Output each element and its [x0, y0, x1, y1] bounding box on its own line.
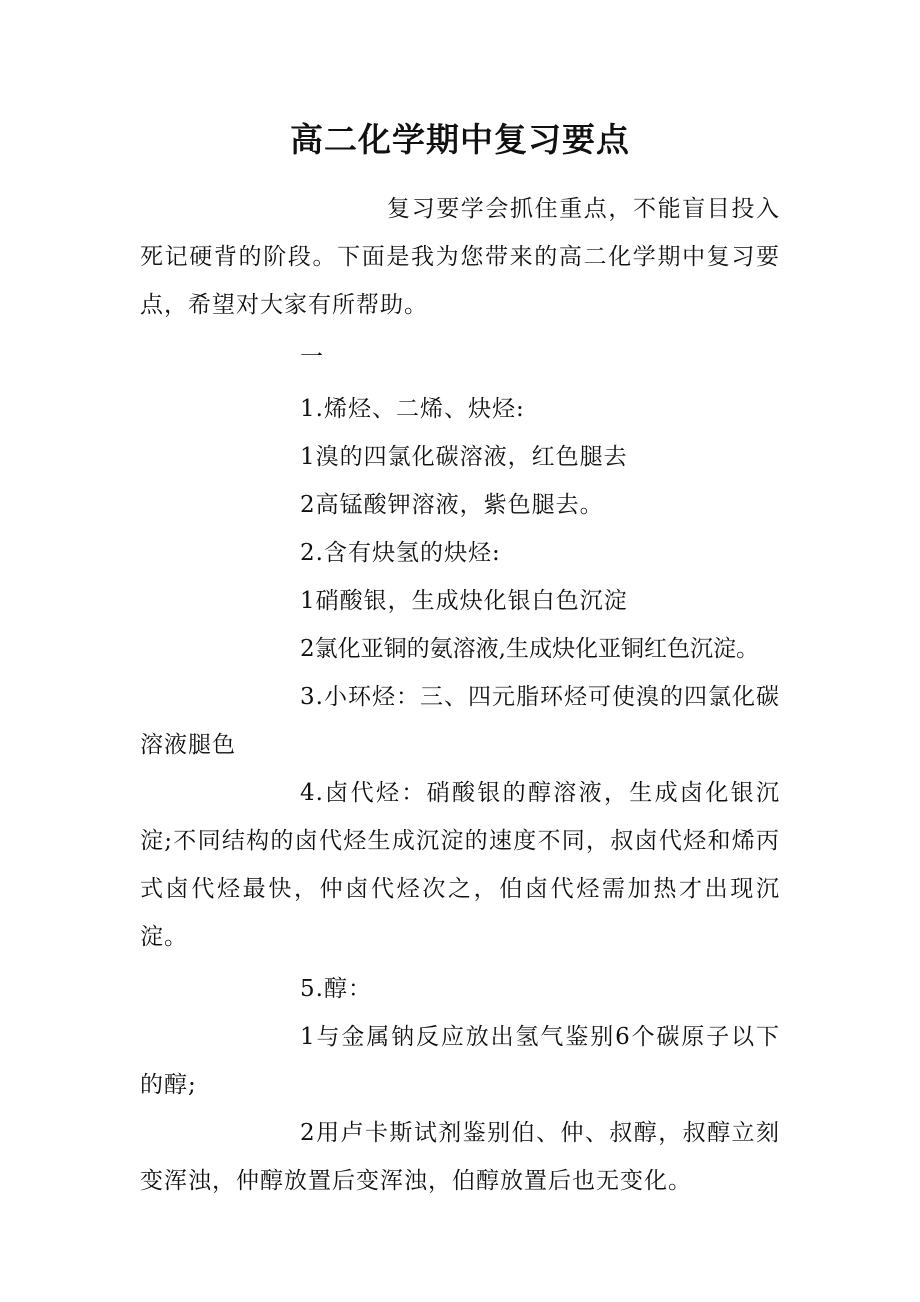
paragraph-bromine-test: 1溴的四氯化碳溶液，红色腿去 — [300, 444, 628, 470]
paragraph-cuprous-chloride-test: 2氯化亚铜的氨溶液,生成炔化亚铜红色沉淀。 — [300, 636, 759, 662]
paragraph-terminal-alkynes: 2.含有炔氢的炔烃: — [300, 540, 501, 566]
document-title: 高二化学期中复习要点 — [290, 120, 630, 159]
paragraph-silver-nitrate-test: 1硝酸银，生成炔化银白色沉淀 — [300, 588, 628, 614]
intro-paragraph: 复习要学会抓住重点，不能盲目投入死记硬背的阶段。下面是我为您带来的高二化学期中复习要点，希望对大家有所帮助。 — [140, 196, 780, 318]
paragraph-lucas-test: 2用卢卡斯试剂鉴别伯、仲、叔醇，叔醇立刻变浑浊，仲醇放置后变浑浊，伯醇放置后也无变化。 — [140, 1120, 780, 1194]
section-heading: 一 — [300, 344, 324, 370]
paragraph-alcohols: 5.醇： — [300, 976, 372, 1002]
paragraph-small-rings: 3.小环烃：三、四元脂环烃可使溴的四氯化碳溶液腿色 — [140, 684, 780, 758]
document-body — [140, 185, 780, 1205]
paragraph-permanganate-test: 2高锰酸钾溶液，紫色腿去。 — [300, 492, 604, 518]
paragraph-sodium-test: 1与金属钠反应放出氢气鉴别6个碳原子以下的醇; — [140, 1024, 780, 1098]
paragraph-haloalkanes: 4.卤代烃：硝酸银的醇溶液，生成卤化银沉淀;不同结构的卤代烃生成沉淀的速度不同，叔卤代烃和烯丙式卤代烃最快，仲卤代烃次之，伯卤代烃需加热才出现沉淀。 — [140, 780, 780, 950]
paragraph-alkenes: 1.烯烃、二烯、炔烃: — [300, 396, 525, 422]
